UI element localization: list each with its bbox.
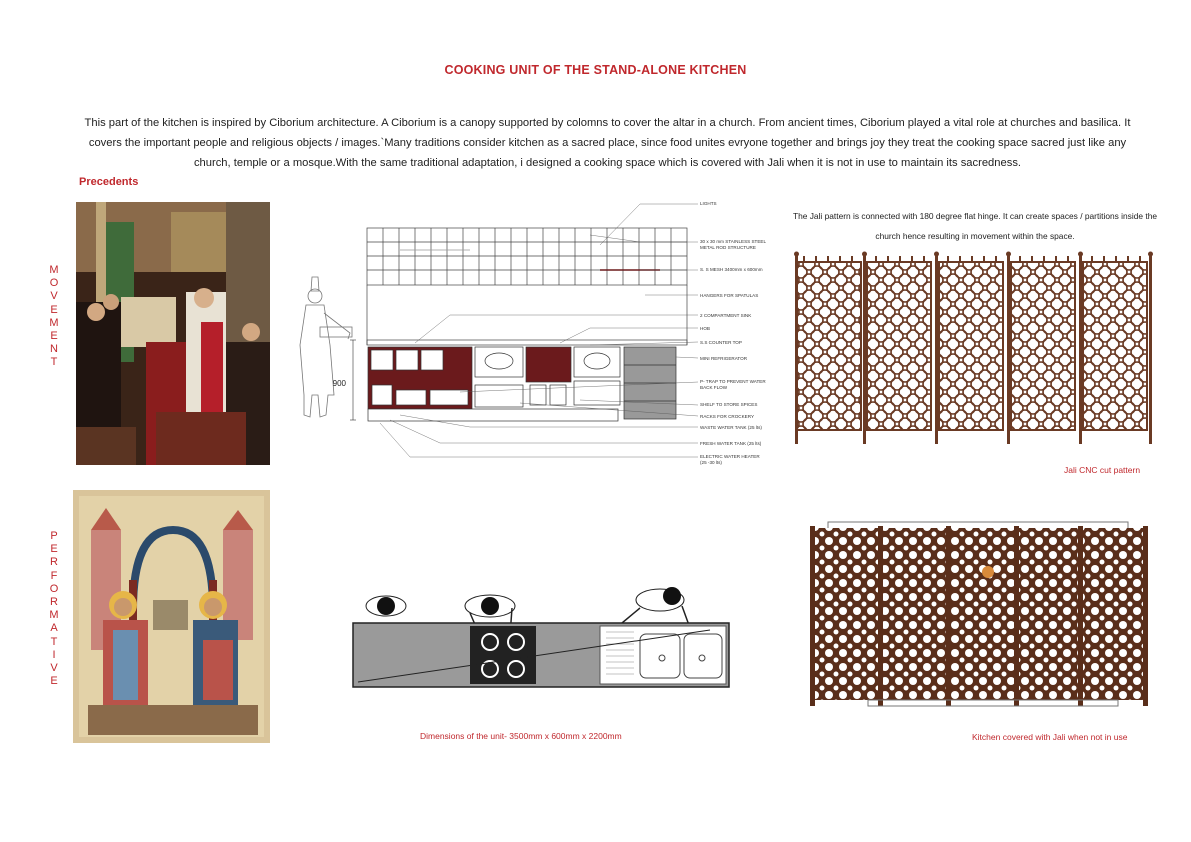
jali-panel xyxy=(1007,256,1075,444)
label-hob: HOB xyxy=(700,326,710,331)
height-dim-label: 900 xyxy=(332,379,346,388)
kitchen-elevation-drawing xyxy=(290,195,790,470)
counter-top xyxy=(367,340,687,345)
label-steel-structure-2: METAL ROD STRUCTURE xyxy=(700,245,756,250)
letter: M xyxy=(49,609,59,622)
letter: F xyxy=(50,569,58,582)
label-fresh-tank: FRESH WATER TANK (25 lts) xyxy=(700,441,762,446)
precedents-heading: Precedents xyxy=(79,176,139,188)
letter: E xyxy=(50,303,58,316)
letter: M xyxy=(49,316,59,329)
label-heater: ELECTRIC WATER HEATER xyxy=(700,454,760,459)
label-mini-fridge: MINI REFRIGERATOR xyxy=(700,356,748,361)
letter: M xyxy=(49,264,59,276)
letter: R xyxy=(50,556,58,569)
label-crockery-racks: RACKS FOR CROCKERY xyxy=(700,414,755,419)
jali-pattern-caption: Jali CNC cut pattern xyxy=(1064,465,1141,475)
label-counter-top: S.S COUNTER TOP xyxy=(700,340,742,345)
letter: E xyxy=(50,330,58,343)
letter: T xyxy=(50,356,58,369)
label-p-trap: P- TRAP TO PREVENT WATER xyxy=(700,379,766,384)
label-mesh: S. S MESH 3400mm x 600mm xyxy=(700,267,763,272)
letter: I xyxy=(52,648,56,661)
height-dimension xyxy=(333,340,356,420)
kitchen-covered-jali-render xyxy=(808,520,1151,710)
page-title: COOKING UNIT OF THE STAND-ALONE KITCHEN xyxy=(444,63,747,77)
cabinet-units xyxy=(368,347,676,421)
label-heater-2: (25 -30 lts) xyxy=(700,460,722,465)
plan-hob xyxy=(470,626,536,684)
jali-pattern-screens xyxy=(793,248,1157,446)
letter: T xyxy=(50,635,58,648)
letter: E xyxy=(50,543,58,556)
intro-paragraph: This part of the kitchen is inspired by Ciborium architecture. A Ciborium is a canopy supported by colomns to cover the altar in a church. From ancient times, Ciborium played a vital role at churches and basilica. It covers the important people and religious objects / images.`Many traditions consider kitchen as a sacred place, since food unites evryone together and brings joy they treat the cooking space sacred just like any church, temple or a mosque.With the same traditional adaptation, i designed a cooking space which is covered with Jali when it is not in use to maintain its sacredness. xyxy=(84,117,1131,169)
kitchen-plan-view xyxy=(350,578,732,690)
jali-note: The Jali pattern is connected with 180 degree flat hinge. It can create spaces / partitions inside the church hence resulting in movement within the space. xyxy=(792,211,1158,241)
letter: P xyxy=(50,530,58,542)
jali-panel xyxy=(1079,256,1152,444)
label-hangers: HANGERS FOR SPATULAS xyxy=(700,293,759,298)
label-steel-structure: 30 x 30 mm STAINLESS STEEL xyxy=(700,239,767,244)
jali-panel xyxy=(795,256,861,444)
covered-caption: Kitchen covered with Jali when not in use xyxy=(972,732,1128,742)
jali-panel xyxy=(863,256,931,444)
vertical-word-performative xyxy=(48,530,60,688)
letter: N xyxy=(50,343,58,356)
letter: E xyxy=(50,675,58,688)
letter: O xyxy=(49,277,59,290)
label-lights: LIGHTS xyxy=(700,201,717,206)
ciborium-painting-saints xyxy=(73,490,270,743)
label-waste-tank: WASTE WATER TANK (25 lts) xyxy=(700,425,762,430)
light-glow xyxy=(982,566,994,578)
vertical-word-movement xyxy=(48,264,60,370)
jali-cover xyxy=(810,528,1146,700)
label-p-trap-2: BACK FLOW xyxy=(700,385,728,390)
ciborium-painting-mass xyxy=(76,202,270,465)
dimensions-caption: Dimensions of the unit- 3500mm x 600mm x 2200mm xyxy=(420,731,622,741)
letter: V xyxy=(50,290,58,303)
finials xyxy=(794,252,1153,263)
chef-figure xyxy=(300,277,352,417)
letter: A xyxy=(50,622,58,635)
letter: O xyxy=(49,582,59,595)
mesh-canopy xyxy=(367,228,687,345)
jali-panel xyxy=(935,256,1003,444)
label-sink: 2 COMPARTMENT SINK xyxy=(700,313,752,318)
letter: R xyxy=(50,596,58,609)
letter: V xyxy=(50,662,58,675)
label-spice-shelf: SHELF TO STORE SPICES xyxy=(700,402,758,407)
